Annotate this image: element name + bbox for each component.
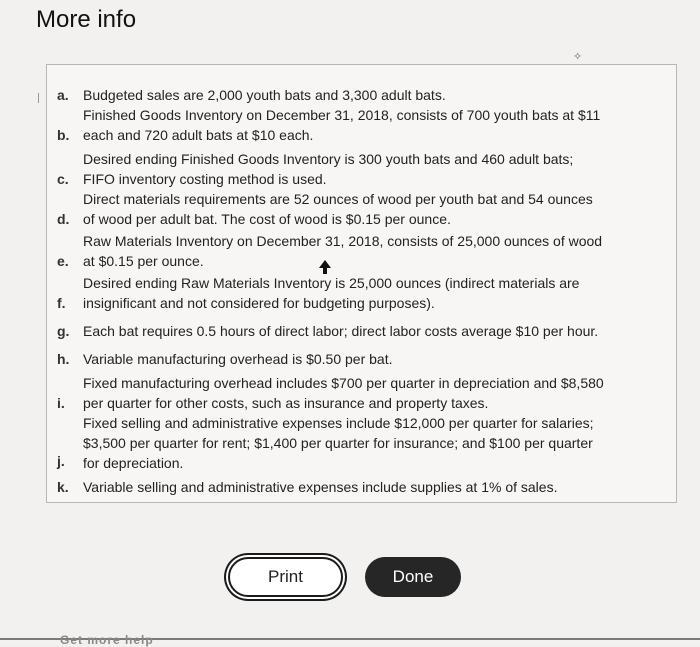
item-text: Variable selling and administrative expenses include supplies at 1% of sales.: [83, 479, 558, 495]
info-panel: [46, 64, 677, 503]
get-more-help-link[interactable]: Get more help: [60, 633, 154, 647]
item-text: insignificant and not considered for budgeting purposes).: [83, 295, 435, 311]
done-button[interactable]: Done: [365, 557, 461, 597]
item-text: of wood per adult bat. The cost of wood is $0.15 per ounce.: [83, 211, 451, 227]
item-text: Finished Goods Inventory on December 31, 2018, consists of 700 youth bats at $11: [83, 107, 601, 123]
item-letter: k.: [57, 479, 69, 495]
item-letter: e.: [57, 253, 69, 269]
item-text: for depreciation.: [83, 455, 184, 471]
item-text: Fixed manufacturing overhead includes $700 per quarter in depreciation and $8,580: [83, 375, 604, 391]
item-text: Each bat requires 0.5 hours of direct labor; direct labor costs average $10 per hour.: [83, 323, 599, 339]
item-text: Direct materials requirements are 52 ounces of wood per youth bat and 54 ounces: [83, 191, 593, 207]
item-letter: a.: [57, 87, 69, 103]
item-letter: c.: [57, 171, 69, 187]
print-button[interactable]: Print: [228, 557, 343, 597]
item-letter: j.: [57, 453, 65, 469]
item-text: $3,500 per quarter for rent; $1,400 per quarter for insurance; and $100 per quarter: [83, 435, 593, 451]
item-letter: f.: [57, 295, 66, 311]
dialog-title: More info: [36, 6, 137, 33]
collapse-icon[interactable]: ✧: [573, 51, 583, 63]
item-text: Raw Materials Inventory on December 31, 2018, consists of 25,000 ounces of wood: [83, 233, 603, 249]
item-text: each and 720 adult bats at $10 each.: [83, 127, 314, 143]
item-letter: b.: [57, 127, 70, 143]
item-letter: g.: [57, 323, 70, 339]
item-letter: i.: [57, 395, 65, 411]
item-text: Desired ending Finished Goods Inventory is 300 youth bats and 460 adult bats;: [83, 151, 574, 167]
mouse-cursor-icon: [319, 260, 331, 274]
item-text: Variable manufacturing overhead is $0.50 per bat.: [83, 351, 393, 367]
item-text: Desired ending Raw Materials Inventory is 25,000 ounces (indirect materials are: [83, 275, 580, 291]
item-letter: d.: [57, 211, 70, 227]
item-text: FIFO inventory costing method is used.: [83, 171, 327, 187]
panel-edge-marker: [38, 93, 39, 103]
item-letter: h.: [57, 351, 70, 367]
item-text: Fixed selling and administrative expenses include $12,000 per quarter for salaries;: [83, 415, 594, 431]
item-text: at $0.15 per ounce.: [83, 253, 204, 269]
item-text: Budgeted sales are 2,000 youth bats and 3,300 adult bats.: [83, 87, 446, 103]
item-text: per quarter for other costs, such as insurance and property taxes.: [83, 395, 489, 411]
